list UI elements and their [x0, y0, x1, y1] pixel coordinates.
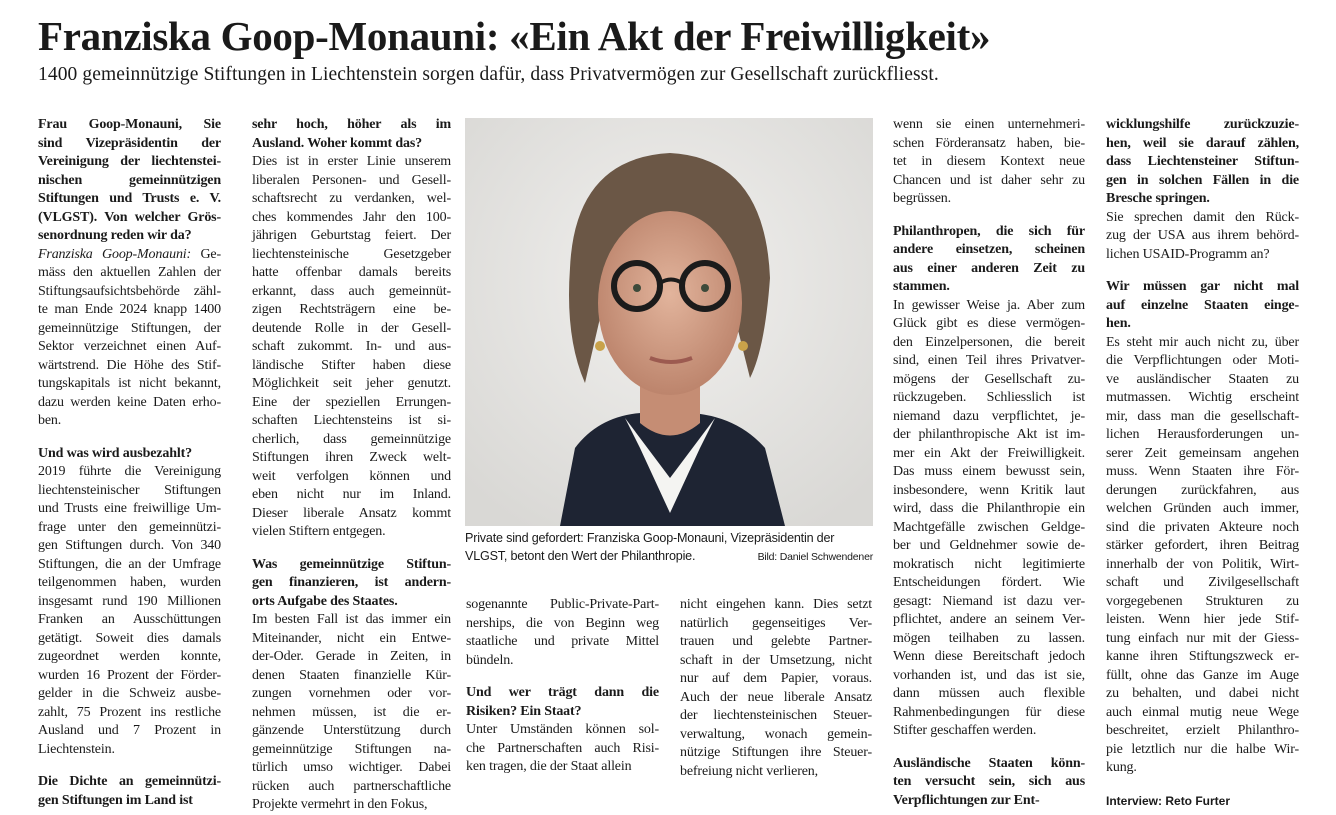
text-line: zug der USA aus ihrem behörd-: [1106, 228, 1299, 243]
text-line: Chancen und ist daher sehr zu: [893, 172, 1085, 188]
text-line: muss. Wenn Staaten ihre För-: [1106, 464, 1299, 479]
text-line: die Verpflichtungen oder Moti-: [1106, 353, 1299, 368]
text-line: zungen vornehmen oder vor-: [252, 686, 451, 701]
text-line: wurden 16 Prozent der Förder-: [38, 667, 221, 683]
article-column-5: [893, 116, 1085, 810]
text-line: Das muss einem bewusst sein,: [893, 464, 1085, 479]
text-line: 2019 führte die Vereinigung: [38, 464, 221, 479]
photo-credit: Bild: Daniel Schwendener: [757, 550, 873, 563]
text-line: der liechtensteinischen Steuer-: [680, 708, 872, 723]
text-line: füllt, ohne das Ganze im Auge: [1106, 667, 1299, 683]
text-line: Im besten Fall ist das immer ein: [252, 612, 451, 627]
subtitle: 1400 gemeinnützige Stiftungen in Liechtenstein sorgen dafür, dass Privatvermögen zur Gesellschaft zurückfliesst.: [38, 64, 939, 85]
text-line: tungskapitals ist nicht bekannt,: [38, 376, 221, 391]
text-line: auch einmal mutig neue Wege: [1106, 704, 1299, 720]
text-line: nehmen müssen, ist die er-: [252, 704, 451, 720]
text-line: hen.: [1106, 316, 1131, 331]
text-line: Stiftungen und Trusts e. V.: [38, 191, 221, 206]
text-line: liberalen Personen- und Gesell-: [252, 172, 451, 188]
text-line: sogenannte Public-Private-Part-: [466, 597, 659, 612]
text-line: gemeinnützige Stiftungen, der: [38, 320, 221, 336]
text-line: begrüssen.: [893, 191, 951, 206]
text-line: zugeordnet werden konnte,: [38, 649, 221, 664]
article-column-6: [1106, 116, 1299, 810]
text-line: lichen USAID-Programm an?: [1106, 246, 1270, 262]
text-line: teilgenommen haben, wurden: [38, 575, 221, 590]
text-line: Machtgefälle zwischen Geldge-: [893, 519, 1085, 535]
article-column-2: [252, 116, 451, 815]
interview-question: [252, 556, 451, 612]
text-line: Sie sprechen damit den Rück-: [1106, 209, 1299, 225]
text-line: ten versucht sein, sich aus: [893, 774, 1085, 789]
interview-answer: [466, 721, 659, 777]
text-line: mir, dass man die gesellschaft-: [1106, 408, 1299, 424]
text-line: Rahmenbedingungen für diese: [893, 704, 1085, 720]
text-line: Eine der speziellen Errungen-: [252, 394, 451, 410]
text-line: verwaltung, wonach gemein-: [680, 726, 872, 742]
text-line: sind, einen Teil ihres Privatver-: [893, 353, 1085, 368]
text-line: ber und Geldnehmer sowie de-: [893, 538, 1085, 553]
text-line: schaften Liechtensteins ist si-: [252, 413, 451, 428]
text-line: tet in diesem Kontext neue: [893, 154, 1085, 169]
interview-answer: [893, 116, 1085, 209]
text-line: nerships, die von Beginn weg: [466, 615, 659, 631]
text-line: innerhalb der von Politik, Wirt-: [1106, 556, 1299, 572]
text-line-rest: Ge-: [200, 246, 221, 262]
interview-answer: [466, 596, 659, 670]
interview-question: [893, 755, 1085, 811]
text-line: erkannt, dass auch gemeinnüt-: [252, 283, 451, 299]
text-line: staatliche und private Mittel: [466, 634, 659, 649]
text-line: beschreitet, erzielt Philanthro-: [1106, 723, 1299, 738]
text-line: weit verfolgen können und: [252, 468, 451, 484]
text-line: rückzugeben. Schliesslich ist: [893, 390, 1085, 405]
text-line: Unter Umständen können sol-: [466, 722, 659, 737]
text-line: gelder in die Schweiz ausbe-: [38, 686, 221, 701]
interview-question: [252, 116, 451, 153]
interview-question: [1106, 116, 1299, 209]
text-line: ken tragen, die der Staat allein: [466, 759, 632, 774]
text-line: senordnung reden wir da?: [38, 228, 192, 243]
text-line: ben.: [38, 413, 62, 428]
text-line: Bresche springen.: [1106, 191, 1210, 206]
interview-question: [38, 116, 221, 246]
text-line: gen finanzieren, ist andern-: [252, 575, 451, 590]
text-line: mögen teilhaben zu lassen.: [893, 630, 1085, 646]
text-line: schaft zukommt. In- und aus-: [252, 339, 451, 354]
text-line: Und wer trägt dann die: [466, 685, 659, 700]
text-line: zigen Rechtsträgern eine be-: [252, 302, 451, 317]
text-line: cherlich, dass gemeinnützige: [252, 431, 451, 447]
text-line: schaft in der Umsetzung, nicht: [680, 652, 872, 668]
text-line: (VLGST). Von welcher Grös-: [38, 209, 221, 225]
interview-answer: [38, 246, 221, 431]
text-line: sind Vizepräsidentin der: [38, 135, 221, 151]
text-line: denen Staaten finanzielle Kür-: [252, 667, 451, 683]
text-line: natürlich gegenseitiges Ver-: [680, 615, 872, 631]
text-line: Philanthropen, die sich für: [893, 223, 1085, 239]
text-line: mutmassen. Wichtig erscheint: [1106, 390, 1299, 405]
article-column-1: [38, 116, 221, 810]
text-line: Wir müssen gar nicht mal: [1106, 279, 1299, 294]
article-column-4: [680, 596, 872, 781]
text-line: zu behalten, und dabei nicht: [1106, 686, 1299, 701]
text-line: Dieser liberale Ansatz kommt: [252, 505, 451, 521]
interview-question: [893, 223, 1085, 297]
text-line: Möglichkeit seit jeher genutzt.: [252, 376, 451, 391]
interview-answer: [252, 153, 451, 542]
text-line: vielen Stiftern entgegen.: [252, 524, 386, 539]
portrait-image: [465, 118, 873, 526]
text-line: dass Liechtensteiner Stiftun-: [1106, 154, 1299, 169]
text-line: Stifter geschaffen werden.: [893, 723, 1037, 738]
text-line: welchen Gründen auch immer,: [1106, 501, 1299, 516]
text-line: befreiung nicht verlieren,: [680, 763, 818, 779]
interview-answer: [893, 297, 1085, 741]
text-line: dazu werden keine Daten erho-: [38, 394, 221, 410]
text-line: der-Oder. Gerade in Zeiten, in: [252, 649, 451, 664]
text-line: mäss den aktuellen Zahlen der: [38, 265, 221, 280]
text-line: ländische Stifter haben diese: [252, 357, 451, 373]
speaker-name: Franziska Goop-Monauni:: [38, 246, 192, 262]
text-line: sind die privaten Akteure noch: [1106, 519, 1299, 535]
text-line: Stiftungen ihren Zweck welt-: [252, 450, 451, 465]
text-line: gen Stiftungen durch. Von 340: [38, 538, 221, 553]
text-line: ve ausländischer Staaten zu: [1106, 371, 1299, 387]
interview-question: [466, 684, 659, 721]
text-line: derungen zurückfahren, aus: [1106, 482, 1299, 498]
text-line: nur auf dem Papier, voraus.: [680, 671, 872, 686]
text-line: jährigen Geburtstag feiert. Der: [252, 228, 451, 243]
text-line: gemeinnützige Stiftungen na-: [252, 741, 451, 757]
text-line: te man Ende 2024 knapp 1400: [38, 302, 221, 317]
text-line: gen in solchen Fällen in die: [1106, 172, 1299, 188]
text-line: vorgegebenen Strukturen zu: [1106, 593, 1299, 609]
text-line: auf einzelne Staaten einge-: [1106, 297, 1299, 313]
text-line: gänzende Unterstützung durch: [252, 723, 451, 738]
text-line: Es steht mir auch nicht zu, über: [1106, 334, 1299, 350]
text-line: dann müssen auch flexible: [893, 686, 1085, 701]
text-line: ches kommendes Jahr den 100-: [252, 209, 451, 225]
text-line: Miteinander, nicht ein Entwe-: [252, 630, 451, 646]
text-line: schaft und Zivilgesellschaft: [1106, 575, 1299, 590]
text-line: vorhanden ist, und das ist sie,: [893, 667, 1085, 683]
text-line: Franken an Ausschüttungen: [38, 612, 221, 627]
text-line: mer ein Akt der Freiwilligkeit.: [893, 445, 1085, 461]
text-line: Entscheidungen fördert. Wie: [893, 575, 1085, 590]
text-line: Dies ist in erster Linie unserem: [252, 154, 451, 169]
photo-caption: [465, 530, 873, 566]
interview-answer: [252, 611, 451, 815]
text-line: stärker gefordert, ihren Beitrag: [1106, 538, 1299, 553]
text-line: nischen gemeinnützigen: [38, 172, 221, 188]
text-line: leisten. Wenn hier jede Stif-: [1106, 612, 1299, 627]
text-line: schen Förderansatz haben, bie-: [893, 135, 1085, 151]
article-column-3: [466, 596, 659, 777]
interview-answer: [680, 596, 872, 781]
text-line: liechtensteinische Gesetzgeber: [252, 246, 451, 262]
interview-answer: [1106, 209, 1299, 265]
text-line: getätigt. Soweit dies damals: [38, 630, 221, 646]
text-line: gen Stiftungen im Land ist: [38, 792, 193, 808]
text-line: hen, weil sie darauf zählen,: [1106, 135, 1299, 151]
text-line: nicht eingehen kann. Dies setzt: [680, 597, 872, 612]
interview-question: [38, 773, 221, 810]
text-line: deutende Rolle in der Gesell-: [252, 320, 451, 336]
text-line: In gewisser Weise ja. Aber zum: [893, 297, 1085, 313]
text-line: rücken auch partnerschaftliche: [252, 778, 451, 794]
text-line: Glück gibt es diese vermögen-: [893, 316, 1085, 331]
text-line: zahlt, 75 Prozent ins restliche: [38, 704, 221, 720]
text-line: Ausländische Staaten könn-: [893, 755, 1085, 771]
text-line: Verpflichtungen zur Ent-: [893, 792, 1040, 808]
text-line: Was gemeinnützige Stiftun-: [252, 556, 451, 572]
text-line: Ausland. Woher kommt das?: [252, 135, 422, 151]
text-line: frage unter den gemeinnützi-: [38, 519, 221, 535]
text-line: Stiftungsaufsichtsbehörde zähl-: [38, 283, 221, 299]
text-line: Risiken? Ein Staat?: [466, 703, 582, 719]
text-line: sehr hoch, höher als im: [252, 117, 451, 132]
headline: Franziska Goop-Monauni: «Ein Akt der Freiwilligkeit»: [38, 13, 991, 59]
text-line: Stiftungen, die an der Umfrage: [38, 556, 221, 572]
text-line: che Partnerschaften auch Risi-: [466, 740, 659, 756]
interview-question: [1106, 278, 1299, 334]
text-line: insbesondere, wenn Kritik laut: [893, 482, 1085, 498]
interview-question: [38, 445, 221, 464]
text-line: wird, dass die Philanthropie ein: [893, 501, 1085, 516]
text-line: insgesamt rund 190 Millionen: [38, 593, 221, 609]
text-line: orts Aufgabe des Staates.: [252, 593, 398, 609]
text-line: Und was wird ausbezahlt?: [38, 445, 192, 461]
text-line: hatte offenbar damals bereits: [252, 265, 451, 280]
text-line: kanne ihren Stiftungszweck er-: [1106, 649, 1299, 664]
text-line: und Trusts eine freiwillige Um-: [38, 501, 221, 516]
interview-answer: [38, 463, 221, 759]
text-line: aus einer anderen Zeit zu: [893, 260, 1085, 276]
text-line: tung einfach nur mit der Giess-: [1106, 630, 1299, 646]
text-line: Ausland und 7 Prozent in: [38, 723, 221, 738]
text-line: Auch der neue liberale Ansatz: [680, 689, 872, 705]
text-line: Vereinigung der liechtenstei-: [38, 154, 221, 169]
text-line: Wenn diese Bereitschaft jedoch: [893, 649, 1085, 664]
text-line: lichen Herausforderungen un-: [1106, 427, 1299, 442]
text-line: kung.: [1106, 760, 1137, 775]
text-line: wärtstrend. Die Höhe des Stif-: [38, 357, 221, 373]
text-line: serer Zeit gemeinsam angehen: [1106, 445, 1299, 461]
text-line: Sektor verzeichnet einen Auf-: [38, 339, 221, 354]
text-line: den Einzelpersonen, die bereit: [893, 334, 1085, 350]
caption-text: Private sind gefordert: Franziska Goop-Monauni, Vizepräsidentin der VLGST, betont den Wert der Philanthropie.: [465, 531, 835, 563]
text-line: wicklungshilfe zurückzuzie-: [1106, 117, 1299, 132]
text-line: andere einsetzen, scheinen: [893, 242, 1085, 257]
text-line: mögens der Gesellschaft zu-: [893, 371, 1085, 387]
text-line: Frau Goop-Monauni, Sie: [38, 117, 221, 132]
portrait-photo: [465, 118, 873, 526]
text-line: bündeln.: [466, 652, 514, 668]
interview-answer: [1106, 334, 1299, 778]
text-line: liechtensteinischer Stiftungen: [38, 482, 221, 498]
text-line: Liechtenstein.: [38, 741, 115, 757]
text-line: schaftsrecht zu verdanken, wel-: [252, 191, 451, 206]
interview-credit: Interview: Reto Furter: [1106, 793, 1231, 808]
text-line: [38, 246, 221, 265]
text-line: pflichtet, andere an seinem Ver-: [893, 612, 1085, 627]
text-line: stammen.: [893, 279, 950, 294]
text-line: nützige Stiftungen ihre Steuer-: [680, 745, 872, 760]
text-line: gesagt: Niemand ist dazu ver-: [893, 593, 1085, 609]
text-line: wenn sie einen unternehmeri-: [893, 117, 1085, 132]
text-line: trauen und gelebte Partner-: [680, 634, 872, 649]
text-line: der philanthropische Akt ist im-: [893, 427, 1085, 442]
text-line: pie letztlich nur die halbe Wir-: [1106, 741, 1299, 757]
text-line: eben nicht nur im Inland.: [252, 487, 451, 502]
text-line: Die Dichte an gemeinnützi-: [38, 774, 221, 789]
text-line: Projekte vermehrt in den Fokus,: [252, 797, 428, 812]
text-line: niemand dazu verpflichtet, je-: [893, 408, 1085, 424]
text-line: türlich umso wichtiger. Dabei: [252, 760, 451, 775]
text-line: mokratisch nicht legitimierte: [893, 556, 1085, 572]
